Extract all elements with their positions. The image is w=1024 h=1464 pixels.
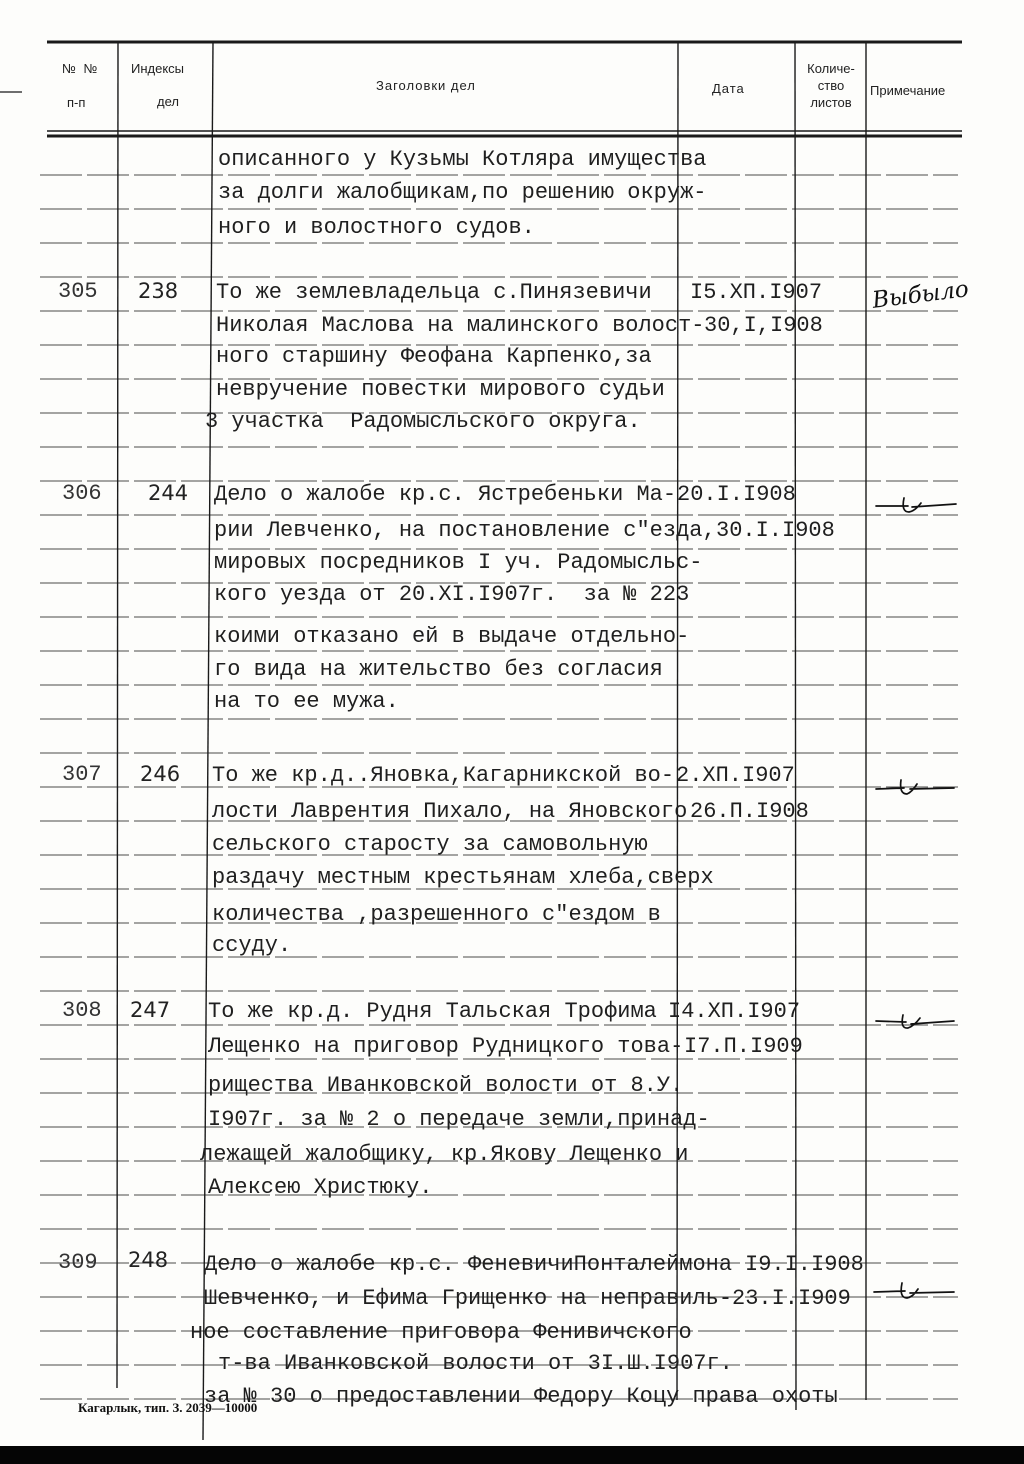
- date-line: I5.ХП.I907: [690, 280, 823, 305]
- case-index: 244: [148, 481, 189, 505]
- column-divider-number: [117, 42, 118, 1388]
- case-index: 247: [130, 998, 171, 1022]
- title-line: Николая Маслова на малинского волост-: [216, 313, 705, 338]
- entry-number: 306: [62, 481, 102, 506]
- title-line: Дело о жалобе кр.с. Ястребеньки Ма-: [214, 482, 677, 507]
- title-line: сельского старосту за самовольную: [212, 832, 648, 857]
- entry-number: 307: [62, 762, 102, 787]
- date-line: 26.П.I908: [690, 799, 809, 824]
- title-line: на то ее мужа.: [214, 689, 399, 714]
- title-line: ссуду.: [212, 933, 292, 958]
- header-index-label: Индексы: [131, 61, 185, 76]
- title-line: рии Левченко, на постановление с"езда,: [214, 518, 716, 543]
- entry-number: 305: [58, 279, 98, 304]
- scan-edge: [0, 1446, 1024, 1464]
- title-line: невручение повестки мирового судьи: [216, 377, 665, 402]
- title-line: Дело о жалобе кр.с. ФеневичиПонталеймона: [204, 1252, 733, 1277]
- title-line: То же кр.д..Яновка,Кагарникской во-: [212, 763, 675, 788]
- header-number-sublabel: п-п: [67, 95, 86, 110]
- title-line: 3 участка Радомысльского округа.: [205, 409, 641, 434]
- title-line: I907г. за № 2 о передаче земли,принад-: [208, 1107, 710, 1132]
- header-sheets-label-1: Количе-: [807, 61, 855, 76]
- title-line: описанного у Кузьмы Котляра имущества: [218, 147, 707, 172]
- title-line: То же кр.д. Рудня Тальская Трофима: [208, 999, 657, 1024]
- header-number-label: № №: [62, 61, 100, 76]
- header-note-label: Примечание: [870, 83, 946, 98]
- title-line: рищества Иванковской волости от 8.У.: [208, 1073, 684, 1098]
- title-line: кого уезда от 20.XI.I907г. за № 223: [214, 582, 690, 607]
- column-divider-date: [795, 42, 796, 1410]
- entry-number: 309: [58, 1250, 98, 1275]
- column-divider-title: [677, 42, 678, 1400]
- note-text: Выбыло: [870, 276, 971, 314]
- header-index-sublabel: дел: [157, 94, 179, 109]
- title-line: ное составление приговора Фенивичского: [190, 1320, 692, 1345]
- header-title-label: Заголовки дел: [376, 78, 476, 93]
- case-index: 248: [128, 1248, 169, 1272]
- title-line: Алексею Христюку.: [208, 1175, 433, 1200]
- case-index: 246: [140, 762, 181, 786]
- title-line: Лещенко на приговор Рудницкого това-: [208, 1034, 684, 1059]
- title-line: ного старшину Феофана Карпенко,за: [216, 344, 652, 369]
- title-line: за № 30 о предоставлении Федору Коцу права охоты: [204, 1384, 838, 1409]
- table-borders: [0, 42, 962, 1440]
- date-line: I9.I.I908: [745, 1252, 864, 1277]
- case-index: 238: [138, 279, 179, 303]
- title-line: Шевченко, и Ефима Грищенко на неправиль-: [204, 1286, 733, 1311]
- column-divider-index: [203, 42, 213, 1440]
- title-line: го вида на жительство без согласия: [214, 657, 663, 682]
- header-sheets-label-3: листов: [810, 95, 852, 110]
- printer-imprint: Кагарлык, тип. З. 2039—10000: [78, 1400, 258, 1415]
- entry-number: 308: [62, 998, 102, 1023]
- title-line: коими отказано ей в выдаче отдельно-: [214, 624, 690, 649]
- title-line: т-ва Иванковской волости от 3I.Ш.I907г.: [218, 1351, 733, 1376]
- title-line: за долги жалобщикам,по решению окруж-: [218, 180, 707, 205]
- date-line: I4.ХП.I907: [668, 999, 801, 1024]
- check-mark-icon: [874, 1010, 959, 1034]
- title-line: количества ,разрешенного с"ездом в: [212, 902, 661, 927]
- date-line: 30,I,I908: [704, 313, 823, 338]
- date-line: 23.I.I909: [732, 1286, 851, 1311]
- title-line: мировых посредников I уч. Радомысльс-: [214, 550, 703, 575]
- title-line: ного и волостного судов.: [218, 215, 535, 240]
- date-line: 2.ХП.I907: [676, 763, 795, 788]
- date-line: 20.I.I908: [677, 482, 796, 507]
- title-line: лежащей жалобщику, кр.Якову Лещенко и: [200, 1142, 689, 1167]
- date-line: 30.I.I908: [716, 518, 835, 543]
- header-sheets-label-2: ство: [817, 78, 845, 93]
- title-line: раздачу местным крестьянам хлеба,сверх: [212, 865, 714, 890]
- check-mark-icon: [874, 776, 959, 800]
- title-line: То же землевладельца с.Пинязевичи: [216, 280, 652, 305]
- check-mark-icon: [874, 494, 959, 518]
- check-mark-icon: [872, 1280, 957, 1304]
- date-line: I7.П.I909: [684, 1034, 803, 1059]
- header-date-label: Дата: [712, 81, 745, 96]
- title-line: лости Лаврентия Пихало, на Яновского: [212, 799, 688, 824]
